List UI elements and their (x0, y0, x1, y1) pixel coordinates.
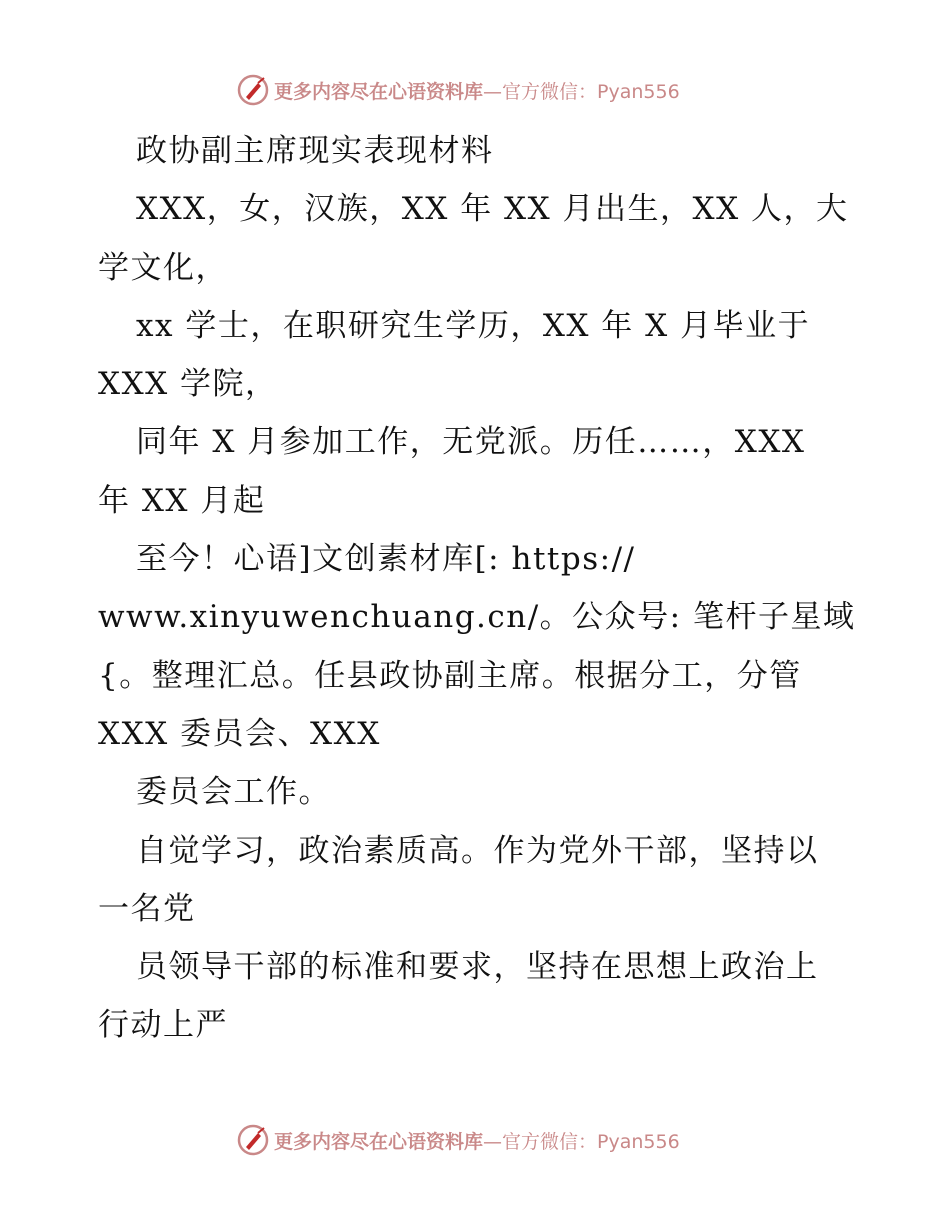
text-line: 年 XX 月起 (98, 482, 266, 519)
text-line: 委员会工作。 (136, 774, 331, 811)
banner-brand: 更多内容尽在心语资料库 (274, 80, 484, 103)
text-line: XXX 委员会、XXX (98, 715, 381, 752)
document-body (98, 122, 868, 1055)
text-line: 政协副主席现实表现材料 (136, 133, 494, 169)
text-line: 学文化， (98, 249, 228, 286)
header-banner (236, 72, 680, 108)
text-line: www.xinyuwenchuang.cn/。公众号: 笔杆子星域 (98, 599, 856, 636)
text-line: {。整理汇总。任县政协副主席。根据分工，分管 (98, 657, 802, 694)
text-line: 自觉学习，政治素质高。作为党外干部，坚持以 (136, 832, 819, 869)
text-line: XXX 学院， (98, 366, 278, 403)
footer-banner (236, 1122, 680, 1158)
text-line: XXX，女，汉族，XX 年 XX 月出生，XX 人，大 (136, 191, 849, 228)
text-line: 同年 X 月参加工作，无党派。历任……，XXX (136, 424, 806, 461)
text-line: 员领导干部的标准和要求，坚持在思想上政治上 (136, 949, 819, 986)
text-line: 一名党 (98, 890, 196, 927)
text-line: 行动上严 (98, 1007, 228, 1044)
quill-logo-icon (236, 73, 270, 107)
text-line: xx 学士，在职研究生学历，XX 年 X 月毕业于 (136, 307, 811, 344)
banner-contact: —官方微信：Pyan556 (483, 80, 680, 103)
text-line: 至今！心语]文创素材库[: https:// (136, 541, 636, 578)
banner-contact: —官方微信：Pyan556 (483, 1130, 680, 1153)
banner-brand: 更多内容尽在心语资料库 (274, 1130, 484, 1153)
quill-logo-icon (236, 1123, 270, 1157)
